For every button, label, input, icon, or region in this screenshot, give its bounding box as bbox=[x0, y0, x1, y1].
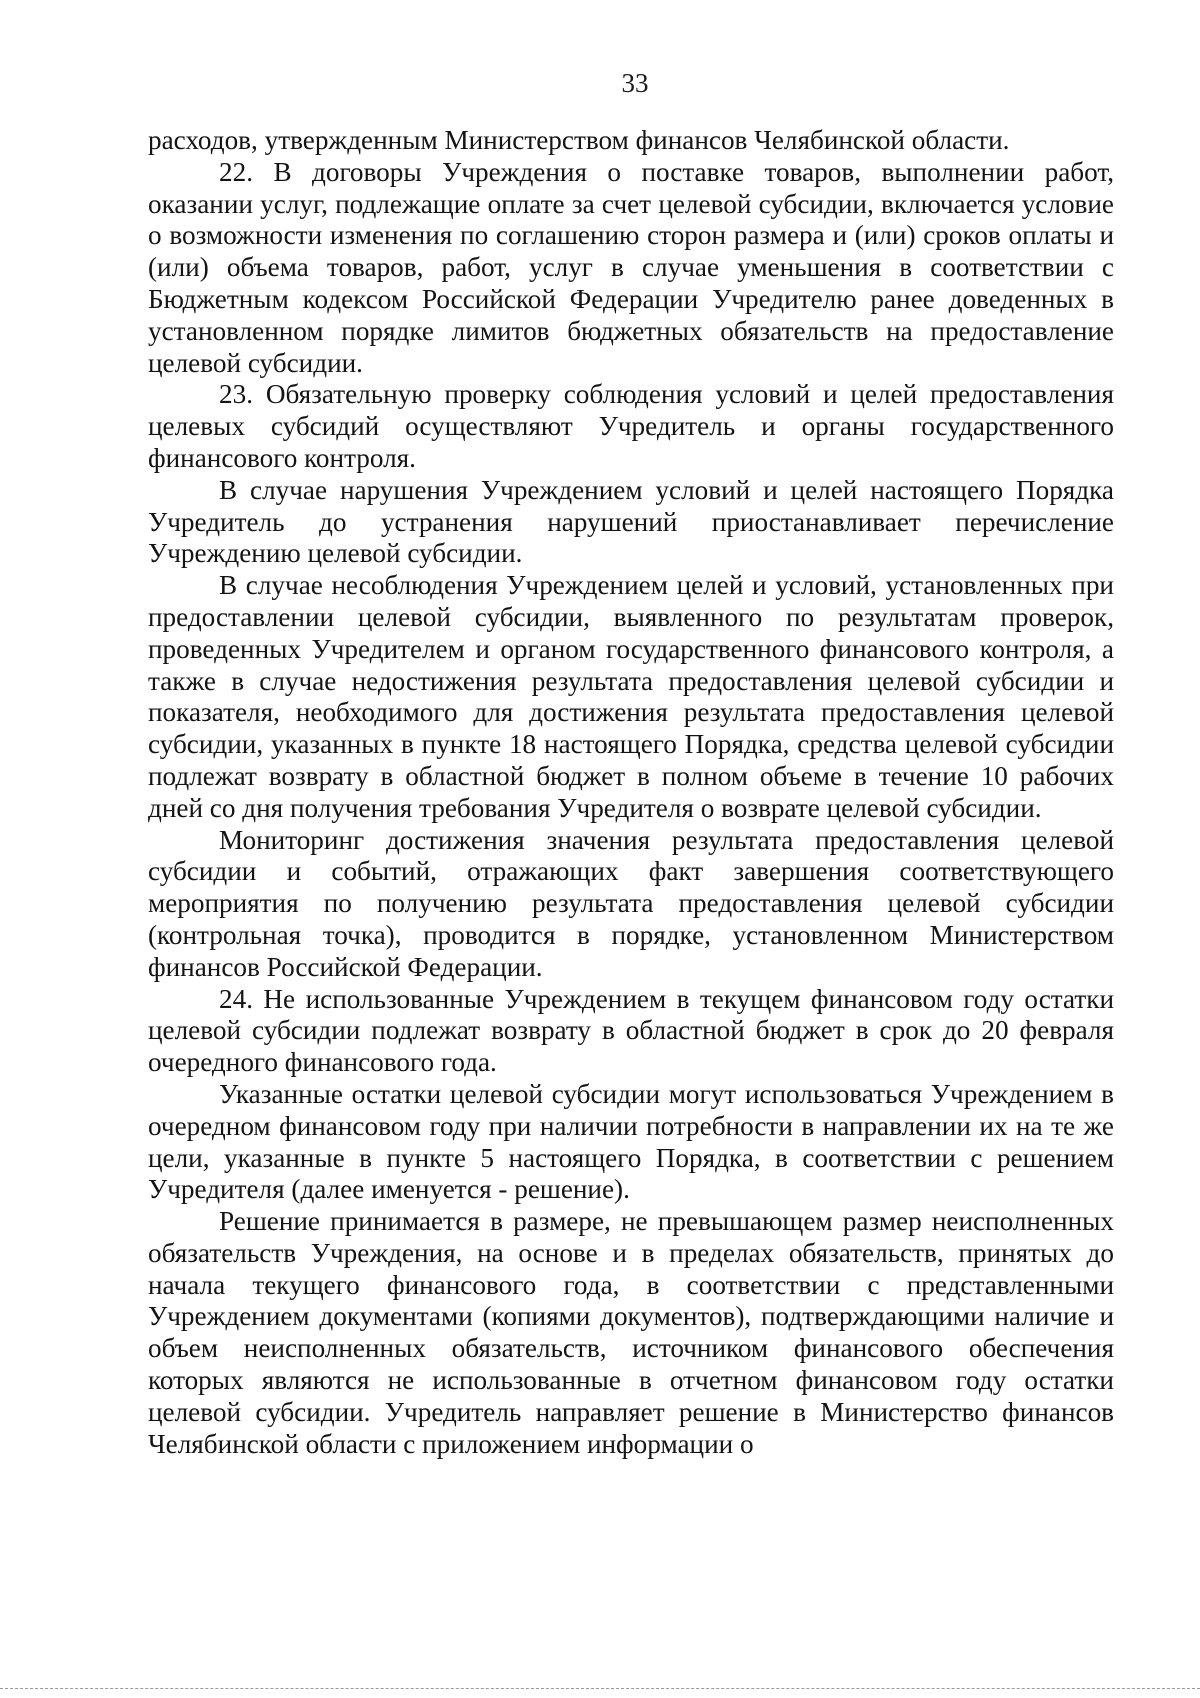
paragraph-decision: Решение принимается в размере, не превышающем размер неисполненных обязательств Учреждения, на основе и в пределах обязательств, принятых до начала текущего финансового года, в соответствии с представленными Учреждением документами (копиями документов), подтверждающими наличие и объем неисполненных обязательств, источником финансового обеспечения которых являются не использованные в отчетном финансовом году остатки целевой субсидии. Учредитель направляет решение в Министерство финансов Челябинской области с приложением информации о bbox=[148, 1206, 1114, 1459]
paragraph-continuation: расходов, утвержденным Министерством финансов Челябинской области. bbox=[148, 125, 1010, 155]
paragraph-remainders: Указанные остатки целевой субсидии могут использоваться Учреждением в очередном финансовом году при наличии потребности в направлении их на те же цели, указанные в пункте 5 настоящего Порядка, в соответствии с решением Учредителя (далее именуется - решение). bbox=[148, 1078, 1114, 1205]
paragraph-item-22: 22. В договоры Учреждения о поставке товаров, выполнении работ, оказании услуг, подлежащие оплате за счет целевой субсидии, включается условие о возможности изменения по соглашению сторон размера и (или) сроков оплаты и (или) объема товаров, работ, услуг в случае уменьшения в соответствии с Бюджетным кодексом Российской Федерации Учредителю ранее доведенных в установленном порядке лимитов бюджетных обязательств на предоставление целевой субсидии. bbox=[148, 156, 1114, 378]
document-body bbox=[148, 125, 1114, 1460]
paragraph-violation: В случае нарушения Учреждением условий и целей настоящего Порядка Учредитель до устранения нарушений приостанавливает перечисление Учреждению целевой субсидии. bbox=[148, 474, 1114, 569]
page-number: 33 bbox=[621, 68, 649, 98]
paragraph-monitoring: Мониторинг достижения значения результата предоставления целевой субсидии и событий, отражающих факт завершения соответствующего мероприятия по получению результата предоставления целевой субсидии (контрольная точка), проводится в порядке, установленном Министерством финансов Российской Федерации. bbox=[148, 824, 1114, 982]
paragraph-item-24: 24. Не использованные Учреждением в текущем финансовом году остатки целевой субсидии подлежат возврату в областной бюджет в срок до 20 февраля очередного финансового года. bbox=[148, 983, 1114, 1078]
page-bottom-edge bbox=[0, 1688, 1200, 1689]
paragraph-item-23: 23. Обязательную проверку соблюдения условий и целей предоставления целевых субсидий осуществляют Учредитель и органы государственного финансового контроля. bbox=[148, 379, 1114, 473]
paragraph-noncompliance: В случае несоблюдения Учреждением целей и условий, установленных при предоставлении целевой субсидии, выявленного по результатам проверок, проведенных Учредителем и органом государственного финансового контроля, а также в случае недостижения результата предоставления целевой субсидии и показателя, необходимого для достижения результата предоставления целевой субсидии, указанных в пункте 18 настоящего Порядка, средства целевой субсидии подлежат возврату в областной бюджет в полном объеме в течение 10 рабочих дней со дня получения требования Учредителя о возврате целевой субсидии. bbox=[148, 570, 1114, 823]
